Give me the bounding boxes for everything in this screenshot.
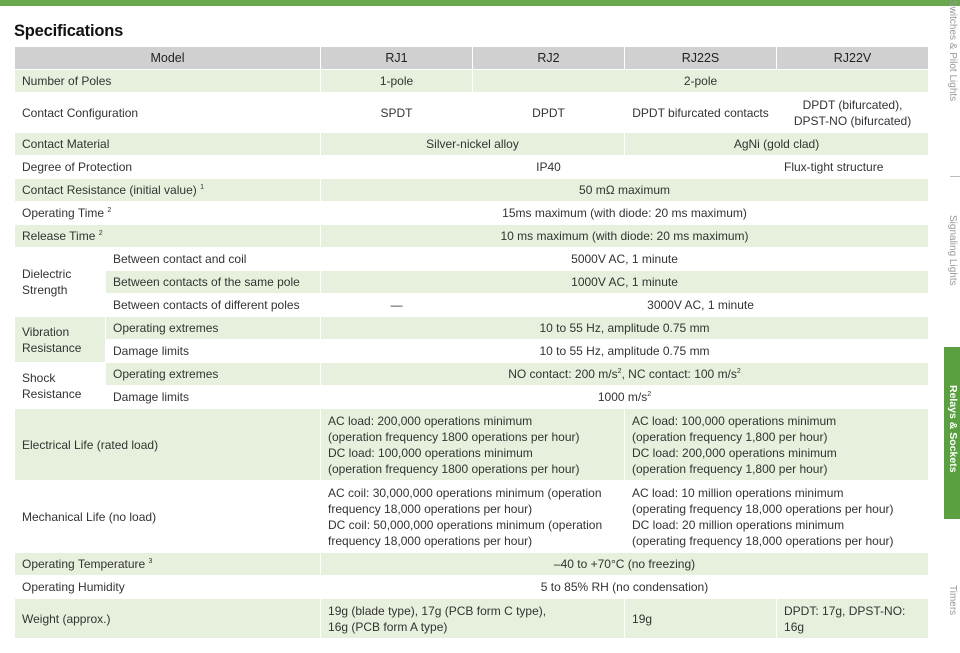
cell-value: –40 to +70°C (no freezing): [321, 553, 929, 576]
cell-value: DPDT: 17g, DPST-NO: 16g: [777, 599, 929, 639]
cell-line: DC coil: 50,000,000 operations minimum (operation: [328, 517, 603, 532]
cell-value: —: [321, 294, 473, 317]
cell-value: DPDT: [473, 93, 625, 133]
footnote-marker: 2: [98, 230, 103, 237]
side-tab-signaling[interactable]: Signaling Lights: [947, 215, 958, 286]
cell-line: AC load: 10 million operations minimum: [632, 485, 844, 500]
top-accent-bar: [0, 0, 960, 6]
page-title: Specifications: [14, 22, 124, 40]
row-group-label: [15, 248, 106, 317]
cell-line: DPST-NO (bifurcated): [793, 113, 912, 128]
cell-line: AC load: 100,000 operations minimum: [632, 413, 837, 428]
table-row: [15, 294, 929, 317]
cell-value: 50 mΩ maximum: [321, 179, 929, 202]
cell-line: AC coil: 30,000,000 operations minimum (operation: [328, 485, 602, 500]
footnote-marker: 3: [148, 558, 153, 565]
cell-line: frequency 18,000 operations per hour): [328, 533, 533, 548]
table-row: [15, 156, 929, 179]
sub-label: Between contact and coil: [106, 248, 321, 271]
header-rj2: RJ2: [473, 47, 625, 70]
label-line: Resistance: [22, 340, 82, 355]
table-row: [15, 553, 929, 576]
row-group-label: [15, 317, 106, 363]
cell-line: (operating frequency 18,000 operations per hour): [632, 533, 894, 548]
cell-value: 1000 $m/s^2$: [321, 386, 929, 409]
table-row: [15, 599, 929, 639]
sub-label: Between contacts of the same pole: [106, 271, 321, 294]
sub-label: Damage limits: [106, 340, 321, 363]
cell-value: 5 to 85% RH (no condensation): [321, 576, 929, 599]
cell-value: [625, 481, 929, 553]
footnote-marker: 1: [200, 184, 204, 191]
cell-value: Flux-tight structure: [777, 156, 929, 179]
specifications-table: [14, 46, 929, 639]
side-tab-switches[interactable]: Switches & Pilot Lights: [947, 0, 958, 102]
cell-value: [625, 409, 929, 481]
cell-value: [321, 481, 625, 553]
label-line: Vibration: [22, 324, 70, 339]
cell-value: DPDT bifurcated contacts: [625, 93, 777, 133]
cell-value: IP40: [321, 156, 777, 179]
row-label: Weight (approx.): [15, 599, 321, 639]
cell-value: 5000V AC, 1 minute: [321, 248, 929, 271]
footnote-marker: 2: [107, 207, 112, 214]
cell-line: frequency 18,000 operations per hour): [328, 501, 533, 516]
row-label: Degree of Protection: [15, 156, 321, 179]
cell-value: NO contact: 200 $m/s^2$, NC contact: 100 $m/s^2$: [321, 363, 929, 386]
cell-value: 2-pole: [473, 70, 929, 93]
table-row: [15, 133, 929, 156]
sub-label: Damage limits: [106, 386, 321, 409]
cell-line: 16g (PCB form A type): [328, 619, 448, 634]
label-line: Shock: [22, 370, 56, 385]
row-group-label: [15, 363, 106, 409]
cell-line: DC load: 200,000 operations minimum: [632, 445, 837, 460]
table-row: [15, 481, 929, 553]
cell-value: 10 ms maximum (with diode: 20 ms maximum): [321, 225, 929, 248]
header-rj1: RJ1: [321, 47, 473, 70]
sub-label: Between contacts of different poles: [106, 294, 321, 317]
table-row: [15, 409, 929, 481]
cell-line: (operation frequency 1800 operations per hour): [328, 429, 580, 444]
table-row: [15, 363, 929, 386]
table-row: [15, 225, 929, 248]
cell-line: DC load: 100,000 operations minimum: [328, 445, 533, 460]
cell-line: AC load: 200,000 operations minimum: [328, 413, 533, 428]
cell-value: 1-pole: [321, 70, 473, 93]
row-label: Operating Humidity: [15, 576, 321, 599]
cell-value: Silver-nickel alloy: [321, 133, 625, 156]
row-label: Contact Configuration: [15, 93, 321, 133]
cell-line: (operation frequency 1800 operations per hour): [328, 461, 580, 476]
table-row: [15, 340, 929, 363]
table-row: [15, 202, 929, 225]
cell-value: 19g: [625, 599, 777, 639]
side-tab-timers[interactable]: Timers: [947, 585, 958, 616]
row-label: Contact Resistance (initial value) $^1$: [15, 179, 321, 202]
label-line: Dielectric: [22, 267, 72, 281]
header-rj22s: RJ22S: [625, 47, 777, 70]
table-row: [15, 386, 929, 409]
table-row: [15, 179, 929, 202]
cell-line: (operating frequency 18,000 operations per hour): [632, 501, 894, 516]
row-label: Electrical Life (rated load): [15, 409, 321, 481]
header-model: Model: [15, 47, 321, 70]
sub-label: Operating extremes: [106, 363, 321, 386]
side-tab-divider: [950, 176, 960, 177]
cell-line: 19g (blade type), 17g (PCB form C type),: [328, 603, 547, 618]
row-label: Operating Time $^2$: [15, 202, 321, 225]
cell-value: 10 to 55 Hz, amplitude 0.75 mm: [321, 317, 929, 340]
cell-value: [777, 93, 929, 133]
table-row: [15, 248, 929, 271]
table-row: [15, 93, 929, 133]
cell-line: (operation frequency 1,800 per hour): [632, 429, 828, 444]
table-row: [15, 576, 929, 599]
cell-value: 15ms maximum (with diode: 20 ms maximum): [321, 202, 929, 225]
header-row: [15, 47, 929, 70]
cell-line: DPDT (bifurcated),: [802, 97, 903, 112]
cell-line: DC load: 20 million operations minimum: [632, 517, 845, 532]
label-line: Resistance: [22, 386, 82, 401]
table-row: [15, 317, 929, 340]
sub-label: Operating extremes: [106, 317, 321, 340]
row-label: Contact Material: [15, 133, 321, 156]
row-label: Number of Poles: [15, 70, 321, 93]
cell-value: 3000V AC, 1 minute: [473, 294, 929, 317]
cell-value: [321, 599, 625, 639]
table-row: [15, 271, 929, 294]
cell-value: SPDT: [321, 93, 473, 133]
row-label: Release Time $^2$: [15, 225, 321, 248]
row-label: Operating Temperature $^3$: [15, 553, 321, 576]
cell-value: [321, 409, 625, 481]
header-rj22v: RJ22V: [777, 47, 929, 70]
cell-value: 1000V AC, 1 minute: [321, 271, 929, 294]
side-tab-relays[interactable]: Relays & Sockets: [947, 385, 959, 473]
cell-value: 10 to 55 Hz, amplitude 0.75 mm: [321, 340, 929, 363]
cell-value: AgNi (gold clad): [625, 133, 929, 156]
label-line: Strength: [22, 283, 68, 297]
cell-line: (operation frequency 1,800 per hour): [632, 461, 828, 476]
table-row: [15, 70, 929, 93]
row-label: Mechanical Life (no load): [15, 481, 321, 553]
